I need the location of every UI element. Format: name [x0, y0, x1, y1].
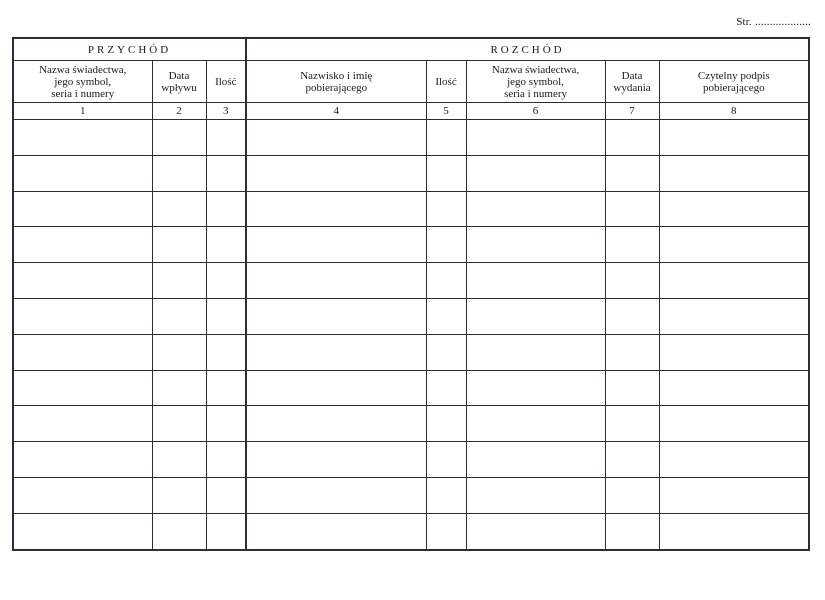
cell-issue-date[interactable]	[605, 263, 659, 299]
cell-certificate-name-out[interactable]	[466, 155, 605, 191]
cell-quantity-in[interactable]	[206, 406, 246, 442]
cell-quantity-in[interactable]	[206, 370, 246, 406]
cell-quantity-in[interactable]	[206, 334, 246, 370]
section-rozchod: ROZCHÓD	[246, 38, 809, 61]
cell-quantity-out[interactable]	[426, 406, 466, 442]
cell-certificate-name-in[interactable]	[13, 227, 152, 263]
cell-signature[interactable]	[659, 370, 809, 406]
cell-certificate-name-in[interactable]	[13, 406, 152, 442]
section-przychod: PRZYCHÓD	[13, 38, 246, 61]
register-table	[12, 37, 810, 551]
table-row	[13, 120, 809, 156]
cell-certificate-name-out[interactable]	[466, 298, 605, 334]
cell-receipt-date[interactable]	[152, 513, 206, 549]
column-number: 6	[466, 103, 605, 120]
cell-issue-date[interactable]	[605, 477, 659, 513]
table-row	[13, 370, 809, 406]
cell-quantity-in[interactable]	[206, 155, 246, 191]
cell-quantity-out[interactable]	[426, 513, 466, 549]
page-number-label: Str. ...................	[736, 16, 811, 28]
cell-quantity-in[interactable]	[206, 298, 246, 334]
cell-receipt-date[interactable]	[152, 370, 206, 406]
table-row	[13, 227, 809, 263]
cell-issue-date[interactable]	[605, 120, 659, 156]
cell-receipt-date[interactable]	[152, 120, 206, 156]
cell-receipt-date[interactable]	[152, 191, 206, 227]
column-header-receipt-date: Data wpływu	[152, 61, 206, 103]
column-number: 2	[152, 103, 206, 120]
cell-quantity-in[interactable]	[206, 120, 246, 156]
column-header-quantity-in: Ilość	[206, 61, 246, 103]
cell-recipient-name[interactable]	[246, 334, 426, 370]
cell-signature[interactable]	[659, 477, 809, 513]
column-header-row	[13, 61, 809, 103]
cell-signature[interactable]	[659, 155, 809, 191]
cell-receipt-date[interactable]	[152, 155, 206, 191]
cell-receipt-date[interactable]	[152, 334, 206, 370]
cell-quantity-in[interactable]	[206, 513, 246, 549]
cell-quantity-out[interactable]	[426, 370, 466, 406]
cell-certificate-name-out[interactable]	[466, 406, 605, 442]
cell-quantity-out[interactable]	[426, 227, 466, 263]
cell-certificate-name-in[interactable]	[13, 334, 152, 370]
cell-recipient-name[interactable]	[246, 406, 426, 442]
cell-signature[interactable]	[659, 263, 809, 299]
cell-quantity-in[interactable]	[206, 263, 246, 299]
column-header-issue-date: Data wydania	[605, 61, 659, 103]
column-header-certificate-name-in: Nazwa świadectwa, jego symbol, seria i numery	[13, 61, 152, 103]
cell-quantity-out[interactable]	[426, 191, 466, 227]
cell-issue-date[interactable]	[605, 298, 659, 334]
table-row	[13, 334, 809, 370]
column-number: 4	[246, 103, 426, 120]
cell-signature[interactable]	[659, 334, 809, 370]
cell-recipient-name[interactable]	[246, 155, 426, 191]
cell-quantity-out[interactable]	[426, 477, 466, 513]
cell-certificate-name-in[interactable]	[13, 477, 152, 513]
section-header-row	[13, 38, 809, 61]
register-body	[13, 120, 809, 550]
cell-quantity-out[interactable]	[426, 298, 466, 334]
cell-issue-date[interactable]	[605, 513, 659, 549]
cell-certificate-name-out[interactable]	[466, 334, 605, 370]
table-row	[13, 477, 809, 513]
cell-recipient-name[interactable]	[246, 370, 426, 406]
cell-quantity-out[interactable]	[426, 334, 466, 370]
cell-signature[interactable]	[659, 406, 809, 442]
cell-quantity-in[interactable]	[206, 477, 246, 513]
column-header-quantity-out: Ilość	[426, 61, 466, 103]
table-row	[13, 298, 809, 334]
cell-certificate-name-in[interactable]	[13, 263, 152, 299]
cell-certificate-name-in[interactable]	[13, 298, 152, 334]
cell-certificate-name-in[interactable]	[13, 191, 152, 227]
cell-issue-date[interactable]	[605, 191, 659, 227]
cell-certificate-name-out[interactable]	[466, 442, 605, 478]
cell-receipt-date[interactable]	[152, 477, 206, 513]
column-number: 1	[13, 103, 152, 120]
cell-issue-date[interactable]	[605, 334, 659, 370]
cell-recipient-name[interactable]	[246, 263, 426, 299]
cell-issue-date[interactable]	[605, 406, 659, 442]
cell-recipient-name[interactable]	[246, 120, 426, 156]
cell-quantity-out[interactable]	[426, 120, 466, 156]
cell-recipient-name[interactable]	[246, 442, 426, 478]
column-header-certificate-name-out: Nazwa świadectwa, jego symbol, seria i numery	[466, 61, 605, 103]
cell-issue-date[interactable]	[605, 370, 659, 406]
table-row	[13, 263, 809, 299]
cell-receipt-date[interactable]	[152, 442, 206, 478]
cell-quantity-out[interactable]	[426, 155, 466, 191]
cell-receipt-date[interactable]	[152, 406, 206, 442]
cell-certificate-name-out[interactable]	[466, 477, 605, 513]
cell-certificate-name-in[interactable]	[13, 120, 152, 156]
cell-recipient-name[interactable]	[246, 298, 426, 334]
cell-signature[interactable]	[659, 120, 809, 156]
cell-signature[interactable]	[659, 191, 809, 227]
cell-certificate-name-out[interactable]	[466, 191, 605, 227]
column-header-signature: Czytelny podpis pobierającego	[659, 61, 809, 103]
table-row	[13, 191, 809, 227]
cell-certificate-name-in[interactable]	[13, 442, 152, 478]
cell-issue-date[interactable]	[605, 442, 659, 478]
cell-recipient-name[interactable]	[246, 191, 426, 227]
cell-certificate-name-in[interactable]	[13, 513, 152, 549]
cell-certificate-name-out[interactable]	[466, 263, 605, 299]
cell-certificate-name-out[interactable]	[466, 370, 605, 406]
cell-certificate-name-out[interactable]	[466, 513, 605, 549]
cell-quantity-in[interactable]	[206, 227, 246, 263]
column-number: 7	[605, 103, 659, 120]
cell-receipt-date[interactable]	[152, 263, 206, 299]
column-header-recipient-name: Nazwisko i imię pobierającego	[246, 61, 426, 103]
table-row	[13, 442, 809, 478]
column-number: 5	[426, 103, 466, 120]
cell-recipient-name[interactable]	[246, 513, 426, 549]
table-row	[13, 406, 809, 442]
cell-recipient-name[interactable]	[246, 477, 426, 513]
cell-quantity-in[interactable]	[206, 191, 246, 227]
cell-signature[interactable]	[659, 513, 809, 549]
column-number-row	[13, 103, 809, 120]
cell-signature[interactable]	[659, 442, 809, 478]
cell-receipt-date[interactable]	[152, 227, 206, 263]
cell-certificate-name-in[interactable]	[13, 370, 152, 406]
table-row	[13, 513, 809, 549]
cell-certificate-name-in[interactable]	[13, 155, 152, 191]
cell-recipient-name[interactable]	[246, 227, 426, 263]
column-number: 8	[659, 103, 809, 120]
column-number: 3	[206, 103, 246, 120]
cell-quantity-out[interactable]	[426, 263, 466, 299]
cell-receipt-date[interactable]	[152, 298, 206, 334]
cell-issue-date[interactable]	[605, 227, 659, 263]
cell-certificate-name-out[interactable]	[466, 227, 605, 263]
cell-signature[interactable]	[659, 227, 809, 263]
cell-issue-date[interactable]	[605, 155, 659, 191]
cell-signature[interactable]	[659, 298, 809, 334]
cell-certificate-name-out[interactable]	[466, 120, 605, 156]
cell-quantity-out[interactable]	[426, 442, 466, 478]
cell-quantity-in[interactable]	[206, 442, 246, 478]
table-row	[13, 155, 809, 191]
